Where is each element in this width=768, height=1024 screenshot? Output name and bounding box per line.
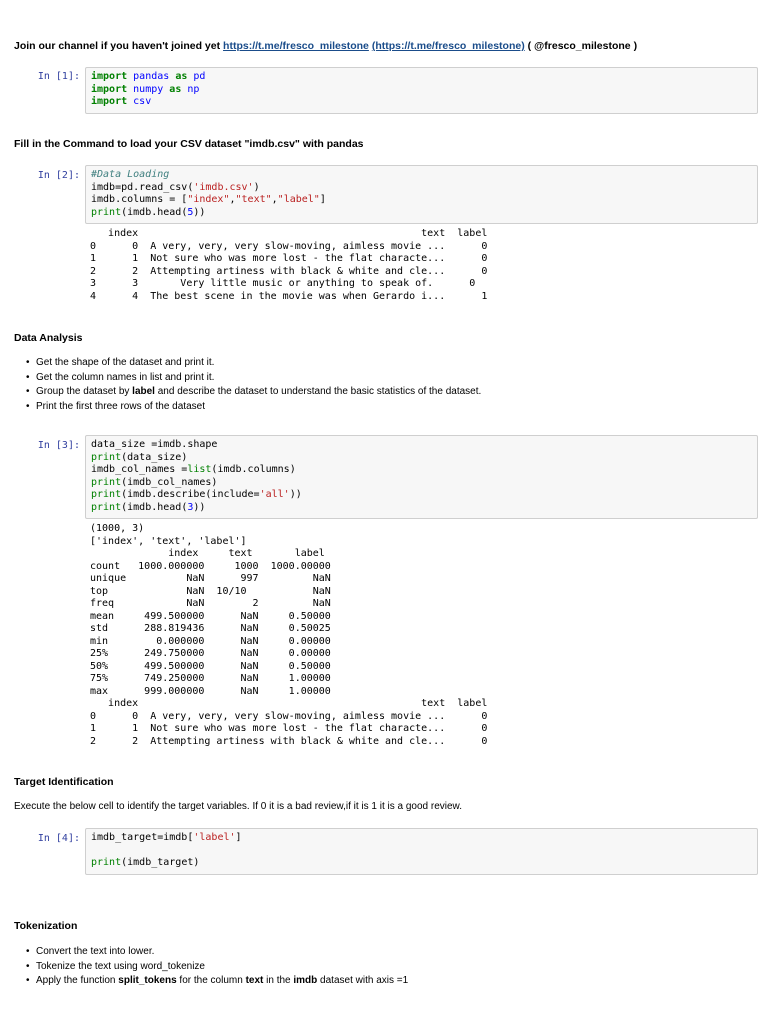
target-description: Execute the below cell to identify the target variables. If 0 it is a bad review,if it is 1 it is a good review.	[14, 801, 463, 812]
analysis-bullet-list	[14, 356, 754, 415]
column-name: text	[245, 975, 264, 987]
list-item: • Convert the text into lower.	[14, 945, 754, 960]
dataset-name: imdb	[293, 975, 318, 987]
text-fragment: Apply the function	[36, 975, 119, 987]
cell-3-code[interactable]: data_size =imdb.shape print(data_size) imdb_col_names =list(imdb.columns) print(imdb_col_names) print(imdb.describe(include='all')) print(imdb.head(3))	[85, 435, 758, 519]
heading-tokenization: Tokenization	[14, 920, 78, 932]
tokenization-bullet-list	[14, 945, 754, 989]
cell-4-code[interactable]: imdb_target=imdb['label'] print(imdb_target)	[85, 828, 758, 875]
cell-1-prompt: In [1]:	[37, 71, 80, 82]
heading-data-analysis: Data Analysis	[14, 332, 83, 344]
cell-2-prompt: In [2]:	[37, 170, 80, 181]
text-fragment: for the column	[176, 975, 246, 987]
heading-load-csv: Fill in the Command to load your CSV dataset "imdb.csv" with pandas	[14, 138, 364, 150]
cell-2-output: index text label 0 0 A very, very, very slow-moving, aimless movie ... 0 1 1 Not sure who was more lost - the flat characte... 0 2 2 Attempting artiness with black & white and cle... 0 3 3 Very little music or anything to speak of. 0 4 4 The best scene in the movie was when Gerardo i... 1	[90, 228, 488, 302]
function-name: split_tokens	[118, 975, 177, 987]
channel-handle: ( @fresco_milestone )	[527, 40, 638, 52]
cell-3-prompt: In [3]:	[37, 440, 80, 451]
cell-2-code[interactable]: #Data Loading imdb=pd.read_csv('imdb.csv') imdb.columns = ["index","text","label"] print(imdb.head(5))	[85, 165, 758, 224]
list-item	[14, 974, 754, 989]
cell-4-prompt: In [4]:	[37, 833, 80, 844]
list-item: • Get the shape of the dataset and print it.	[14, 356, 754, 371]
text-fragment: dataset with axis =1	[317, 975, 409, 987]
cell-1-code[interactable]: import pandas as pd import numpy as np import csv	[85, 67, 758, 114]
cell-3-output: (1000, 3) ['index', 'text', 'label'] index text label count 1000.000000 1000 1000.00000 unique NaN 997 NaN top NaN 10/10 NaN freq NaN 2 NaN mean 499.500000 NaN 0.50000 std 288.819436 NaN 0.50025 min 0.000000 NaN 0.00000 25% 249.750000 NaN 0.00000 50% 499.500000 NaN 0.50000 75% 749.250000 NaN 1.00000 max 999.000000 NaN 1.00000 index text label 0 0 A very, very, very slow-moving, aimless movie ... 0 1 1 Not sure who was more lost - the flat characte... 0 2 2 Attempting artiness with black & white and cle... 0	[90, 523, 488, 747]
channel-link-alt[interactable]: (https://t.me/fresco_milestone)	[371, 40, 525, 52]
list-item: • Tokenize the text using word_tokenize	[14, 960, 754, 975]
channel-link[interactable]: https://t.me/fresco_milestone	[223, 40, 369, 52]
intro-text: Join our channel if you haven't joined yet	[14, 40, 221, 52]
list-item: • Group the dataset by label and describe the dataset to understand the basic statistics of the dataset.	[14, 385, 754, 400]
list-item: • Print the first three rows of the dataset	[14, 400, 754, 415]
heading-target-identification: Target Identification	[14, 776, 114, 788]
bold-keyword: label	[132, 386, 155, 398]
text-fragment: in the	[263, 975, 294, 987]
list-item: • Get the column names in list and print it.	[14, 371, 754, 386]
intro-line	[14, 40, 637, 52]
